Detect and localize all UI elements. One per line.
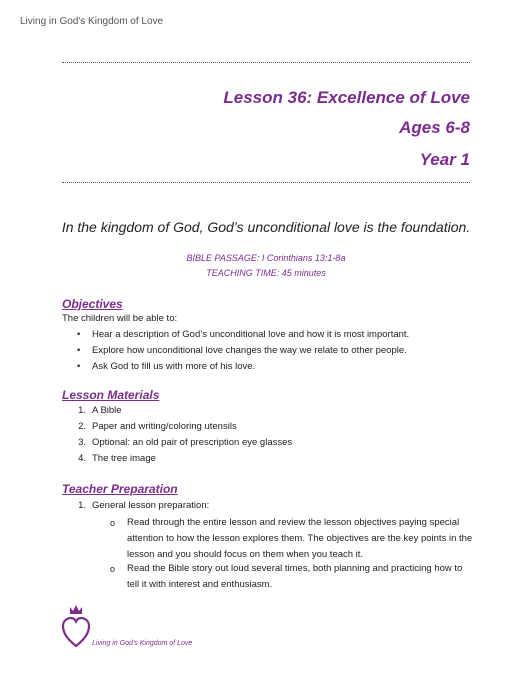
lesson-year: Year 1 (419, 150, 470, 169)
teaching-time: TEACHING TIME: 45 minutes (206, 268, 326, 278)
preparation-sub-item: o Read through the entire lesson and review the lesson objectives paying special attention to how the lesson explores them. The objectives are the key points in the lesson and you should focus on them when you teach it. (110, 517, 473, 560)
divider-top (62, 62, 470, 63)
list-item: 4. The tree image (78, 453, 156, 464)
divider-bottom (62, 182, 470, 183)
tagline: In the kingdom of God, God’s unconditional love is the foundation. (61, 219, 471, 235)
preparation-heading: Teacher Preparation (62, 482, 178, 496)
list-item: • Hear a description of God’s unconditional love and how it is most important. (92, 327, 409, 343)
list-item: 1. A Bible (78, 405, 122, 416)
crown-heart-icon (62, 604, 90, 650)
bullet-icon: • (77, 345, 81, 356)
list-item: 3. Optional: an old pair of prescription eye glasses (78, 437, 293, 448)
running-header: Living in God's Kingdom of Love (20, 16, 164, 27)
preparation-sub-item: o Read the Bible story out loud several times, both planning and practicing how to tell it with interest and enthusiasm. (110, 563, 463, 590)
list-item: • Ask God to fill us with more of his love. (92, 359, 409, 375)
lesson-title: Lesson 36: Excellence of Love (223, 88, 470, 107)
footer-text: Living in God’s Kingdom of Love (92, 640, 193, 647)
list-item: • Explore how unconditional love changes the way we relate to other people. (92, 343, 409, 359)
objectives-list (77, 327, 410, 375)
preparation-list (78, 498, 210, 514)
bullet-icon: • (77, 329, 81, 340)
materials-heading: Lesson Materials (62, 388, 160, 402)
bible-passage: BIBLE PASSAGE: I Corinthians 13:1-8a (186, 253, 346, 263)
lesson-ages: Ages 6-8 (399, 118, 470, 137)
objectives-heading: Objectives (62, 297, 123, 311)
bullet-icon: • (77, 361, 81, 372)
list-item: 2. Paper and writing/coloring utensils (78, 421, 237, 432)
circle-bullet-icon: o (110, 564, 116, 574)
materials-list (78, 403, 293, 467)
circle-bullet-icon: o (110, 518, 116, 528)
objectives-intro: The children will be able to: (62, 313, 178, 324)
list-item: 1. General lesson preparation: (78, 500, 210, 511)
